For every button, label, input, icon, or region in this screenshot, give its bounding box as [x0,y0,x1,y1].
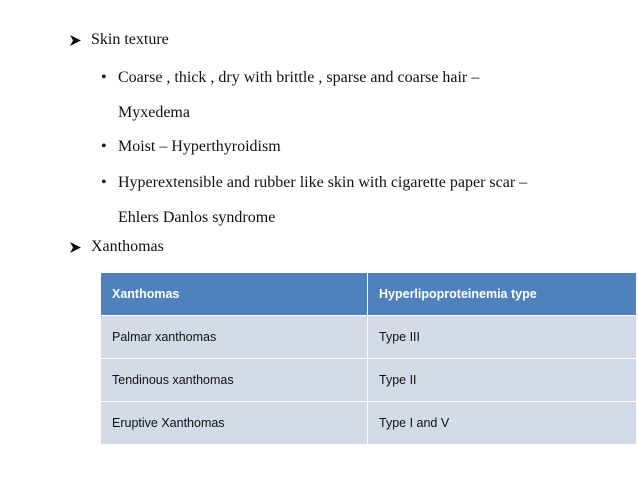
header-hyperlipoproteinemia-type: Hyperlipoproteinemia type [368,273,637,316]
table-cell: Eruptive Xanthomas [101,402,368,445]
bullet-skin-texture [69,30,169,50]
dot-bullet-icon: • [101,69,107,86]
sub-bullet-line1: Coarse , thick , dry with brittle , sparse and coarse hair – [118,69,480,86]
bullet-label: Xanthomas [91,238,164,255]
table-cell: Type II [368,359,637,402]
sub-bullet-line2: Myxedema [118,104,190,121]
table-cell: Type III [368,316,637,359]
dot-bullet-icon: • [101,174,107,191]
table-row [101,316,637,359]
xanthomas-table [100,272,637,445]
table-row [101,359,637,402]
sub-bullet-line1: Hyperextensible and rubber like skin with cigarette paper scar – [118,174,528,191]
table-cell: Tendinous xanthomas [101,359,368,402]
sub-bullet-line2: Ehlers Danlos syndrome [118,209,276,226]
arrow-bullet-icon [69,241,82,254]
sub-bullet-line1: Moist – Hyperthyroidism [118,138,281,155]
bullet-xanthomas [69,237,164,257]
dot-bullet-icon: • [101,138,107,155]
arrow-bullet-icon [69,34,82,47]
table-cell: Type I and V [368,402,637,445]
table-cell: Palmar xanthomas [101,316,368,359]
header-xanthomas: Xanthomas [101,273,368,316]
bullet-label: Skin texture [91,31,169,48]
table-row [101,402,637,445]
table-header-row [101,273,637,316]
